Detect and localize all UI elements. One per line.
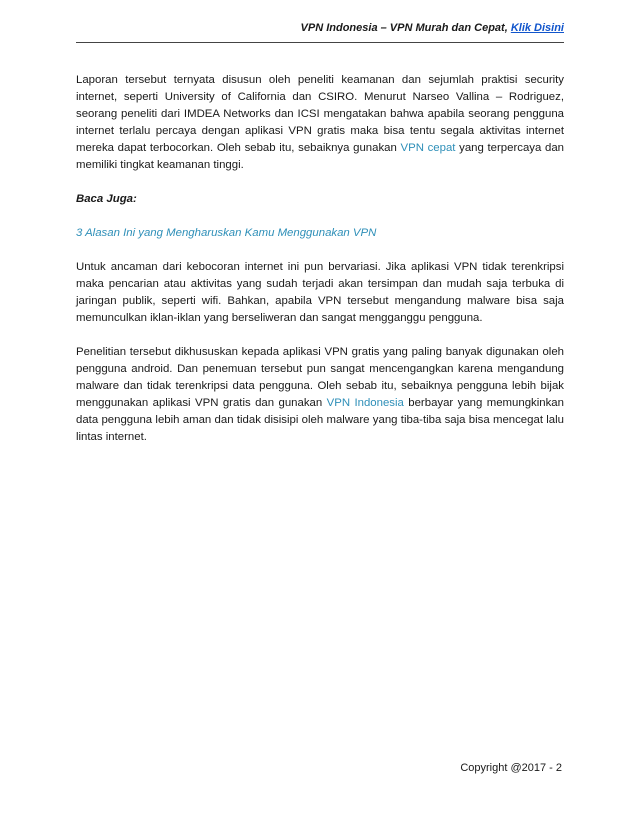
baca-juga-heading: Baca Juga:	[76, 193, 137, 205]
link-vpn-indonesia[interactable]: VPN Indonesia	[326, 397, 404, 409]
link-vpn-cepat[interactable]: VPN cepat	[400, 142, 456, 154]
baca-juga-link[interactable]: 3 Alasan Ini yang Mengharuskan Kamu Menggunakan VPN	[76, 227, 377, 239]
paragraph-3	[76, 344, 564, 446]
page-footer-copyright: Copyright @2017 - 2	[460, 762, 562, 774]
paragraph-3-text-a: Penelitian tersebut dikhususkan kepada aplikasi VPN gratis yang paling banyak digunakan oleh pengguna android. Dan penemuan tersebut pun sangat mencengangkan karena mengandung malware dan tidak terenkripsi data pengguna. Oleh sebab itu, sebaiknya pengguna lebih bijak menggunakan aplikasi VPN gratis dan gunakan	[76, 346, 564, 409]
document-body	[76, 72, 564, 463]
paragraph-1-text-b: yang terpercaya dan memiliki tingkat keamanan tinggi.	[76, 142, 565, 171]
header-link-klik-disini[interactable]: Klik Disini	[510, 22, 564, 34]
header-title: VPN Indonesia – VPN Murah dan Cepat,	[300, 22, 511, 34]
header-divider	[76, 42, 564, 43]
paragraph-1-text-a: Laporan tersebut ternyata disusun oleh peneliti keamanan dan sejumlah praktisi security internet, seperti University of California dan CSIRO. Menurut Narseo Vallina – Rodriguez, seorang peneliti dari IMDEA Networks dan ICSI mengatakan bahwa apabila seorang pengguna internet terlalu percaya dengan aplikasi VPN gratis maka bisa tentu segala aktivitas internet mereka dapat terbocorkan. Oleh sebab itu, sebaiknya gunakan	[76, 74, 564, 154]
paragraph-1	[76, 72, 564, 174]
paragraph-2: Untuk ancaman dari kebocoran internet ini pun bervariasi. Jika aplikasi VPN tidak terenkripsi maka pencarian atau aktivitas yang sudah terjadi akan tersimpan dan mudah saja terbuka di jaringan publik, seperti wifi. Bahkan, apabila VPN tersebut mengandung malware bisa saja memunculkan iklan-iklan yang berseliweran dan sangat mengganggu pengguna.	[76, 261, 564, 324]
paragraph-3-text-b: berbayar yang memungkinkan data pengguna lebih aman dan tidak disisipi oleh malware yang tiba-tiba saja bisa mencegat lalu lintas internet.	[76, 397, 564, 443]
page-header	[301, 22, 564, 34]
